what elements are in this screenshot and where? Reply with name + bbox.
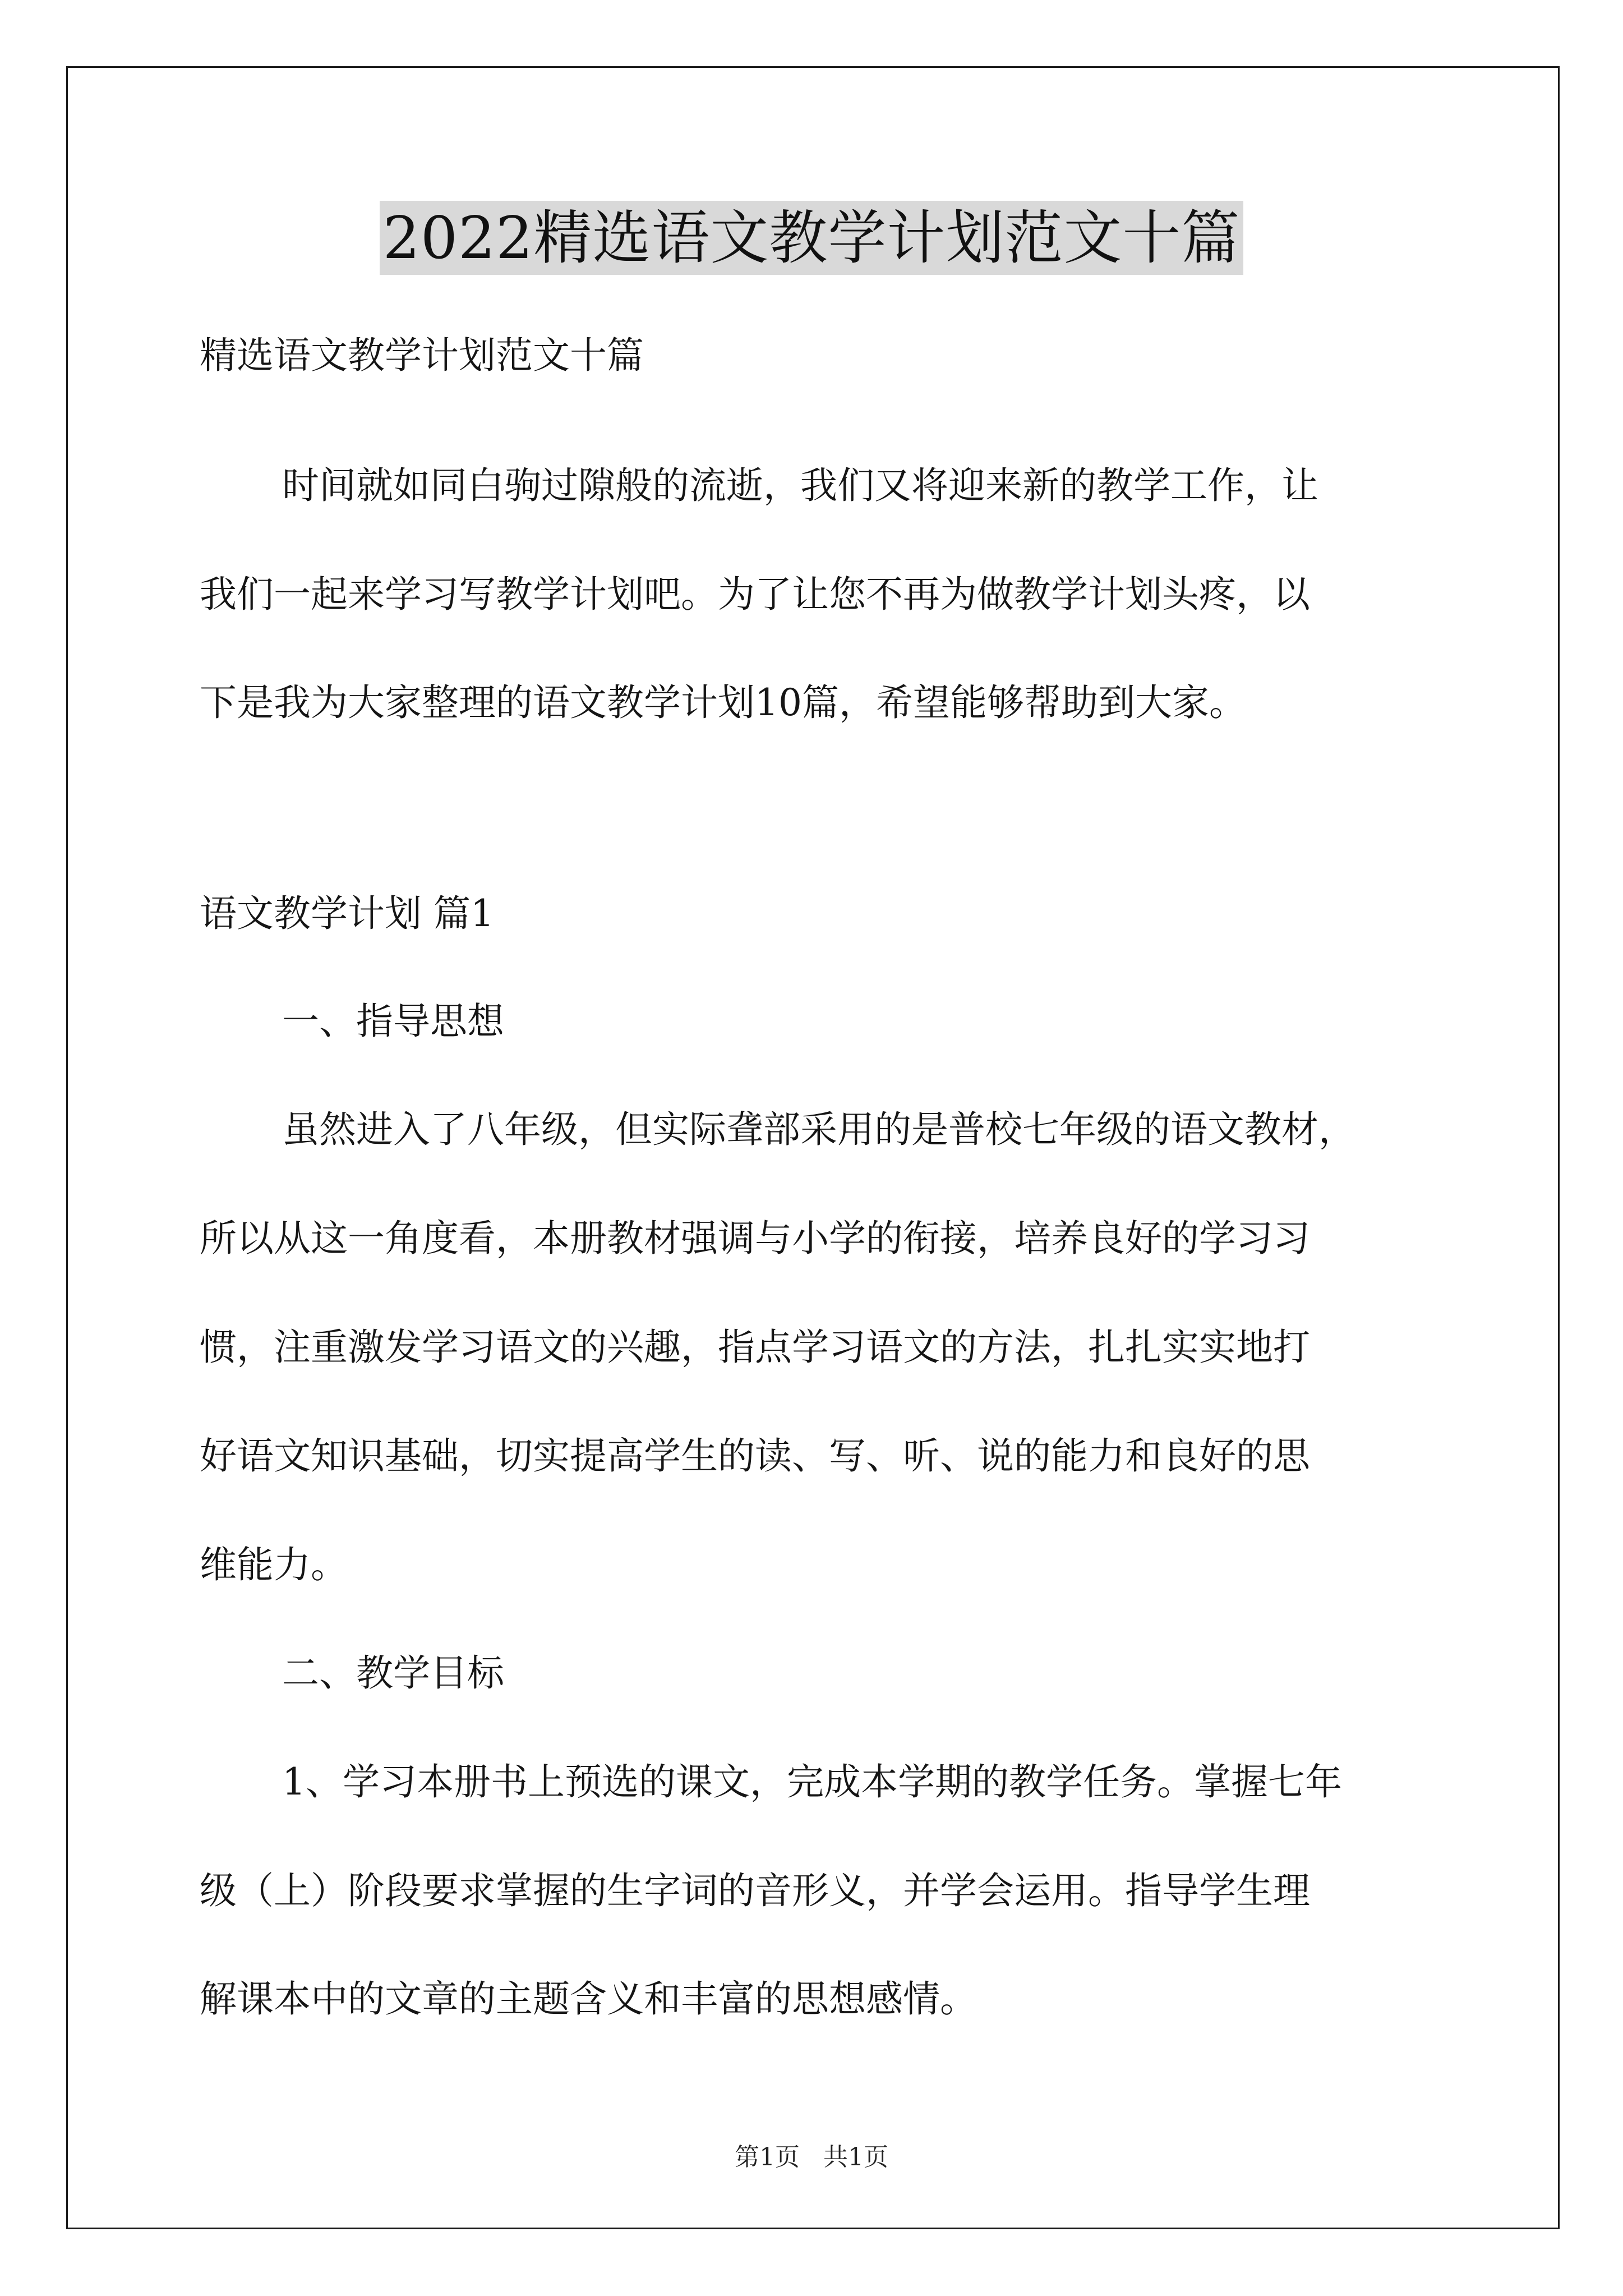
paragraph-line: 虽然进入了八年级，但实际聋部采用的是普校七年级的语文教材， — [282, 1108, 1355, 1151]
document-title: 2022精选语文教学计划范文十篇 — [380, 201, 1244, 275]
subsection-heading: 二、教学目标 — [282, 1651, 504, 1695]
paragraph-line: 级（上）阶段要求掌握的生字词的音形义，并学会运用。指导学生理 — [200, 1869, 1310, 1912]
paragraph-line: 我们一起来学习写教学计划吧。为了让您不再为做教学计划头疼，以 — [200, 573, 1310, 616]
document-subtitle: 精选语文教学计划范文十篇 — [200, 334, 644, 377]
paragraph-line: 所以从这一角度看，本册教材强调与小学的衔接，培养良好的学习习 — [200, 1217, 1310, 1260]
paragraph-line: 维能力。 — [200, 1543, 348, 1586]
paragraph-line: 1、学习本册书上预选的课文，完成本学期的教学任务。掌握七年 — [282, 1760, 1342, 1803]
paragraph-line: 下是我为大家整理的语文教学计划10篇，希望能够帮助到大家。 — [200, 681, 1246, 724]
subsection-heading: 一、指导思想 — [282, 1000, 504, 1043]
page-footer: 第1页 共1页 — [735, 2143, 888, 2171]
title-container — [0, 201, 1623, 275]
paragraph-line: 惯，注重激发学习语文的兴趣，指点学习语文的方法，扎扎实实地打 — [200, 1326, 1310, 1369]
section-heading: 语文教学计划 篇1 — [200, 892, 494, 935]
paragraph-line: 时间就如同白驹过隙般的流逝，我们又将迎来新的教学工作，让 — [282, 464, 1318, 507]
paragraph-line: 解课本中的文章的主题含义和丰富的思想感情。 — [200, 1977, 977, 2021]
paragraph-line: 好语文知识基础，切实提高学生的读、写、听、说的能力和良好的思 — [200, 1434, 1310, 1478]
